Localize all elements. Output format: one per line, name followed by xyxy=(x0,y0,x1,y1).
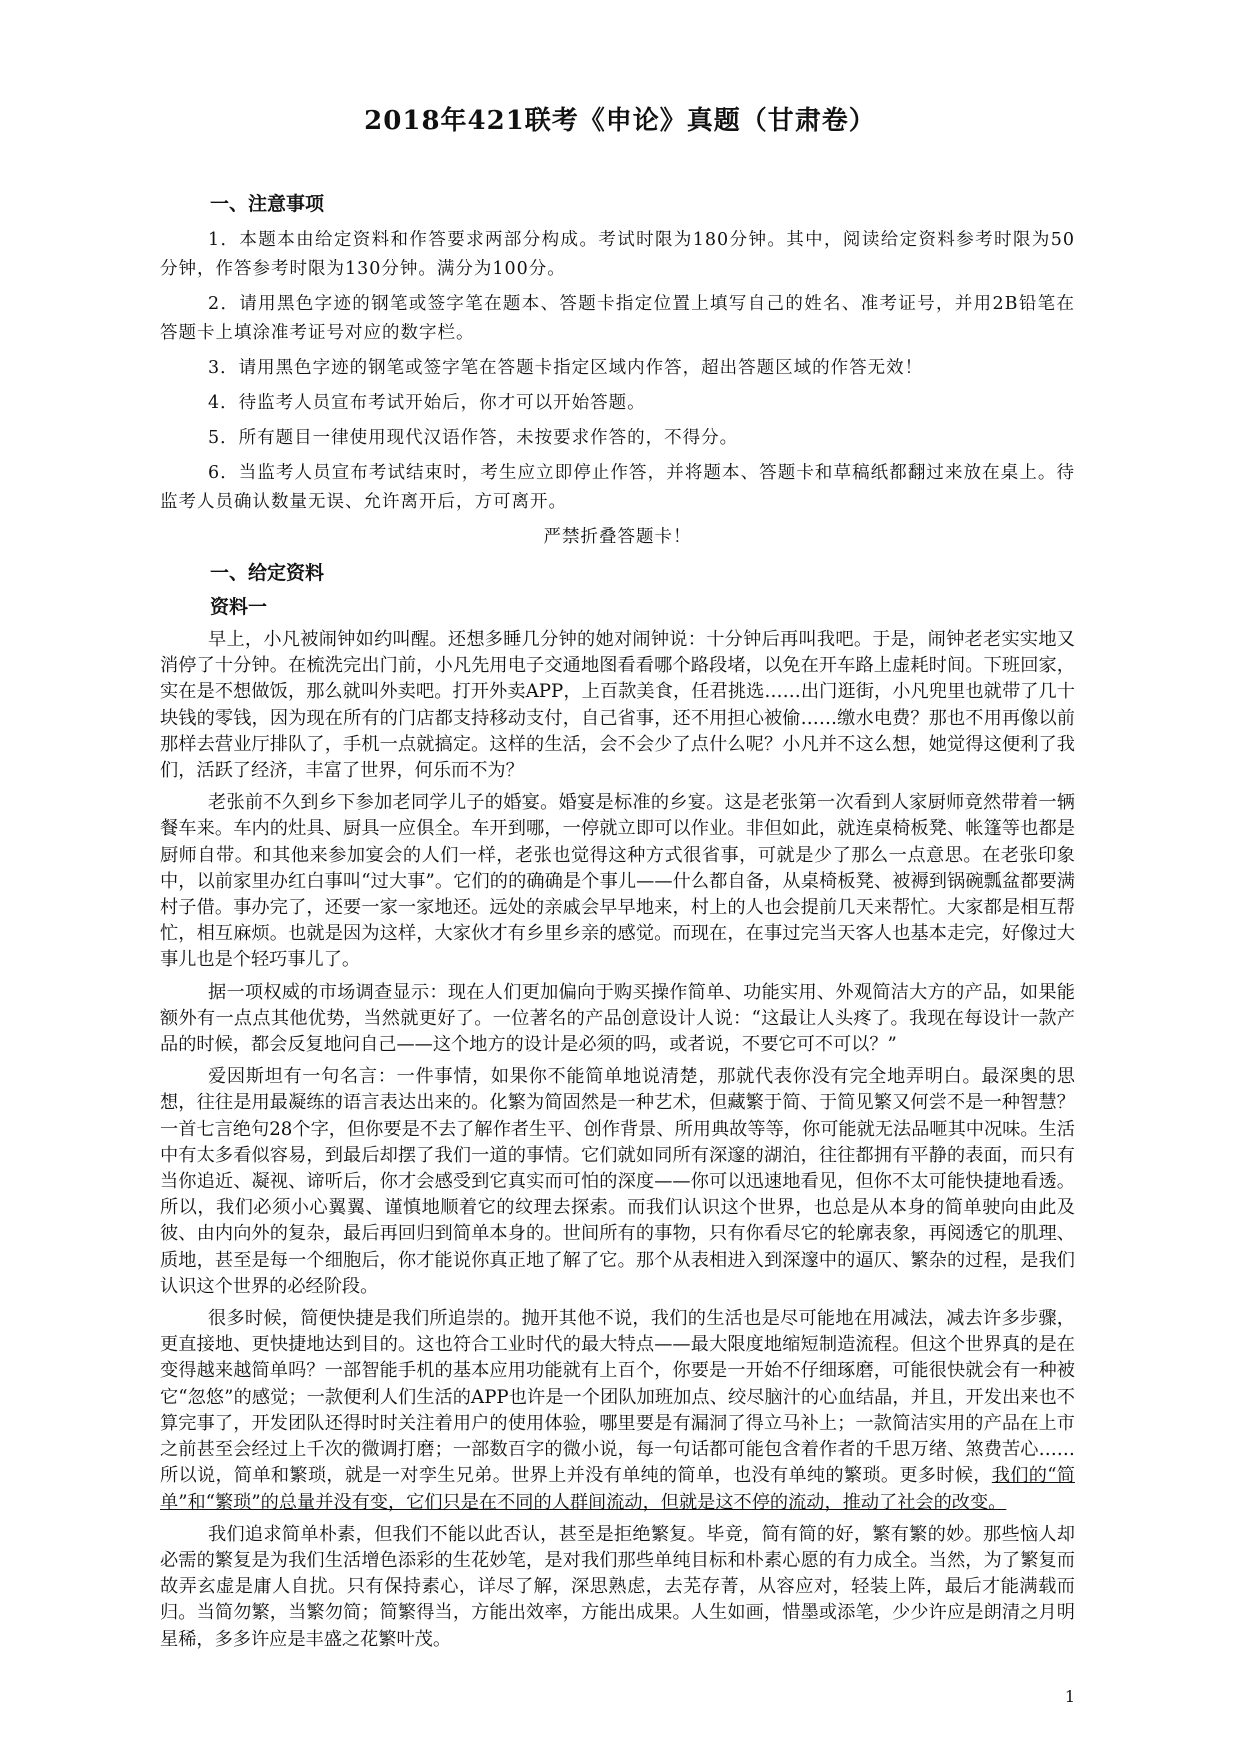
notice-item: 3．请用黑色字迹的钢笔或签字笔在答题卡指定区域内作答，超出答题区域的作答无效！ xyxy=(208,358,924,378)
notice-item: 6．当监考人员宣布考试结束时，考生应立即停止作答，并将题本、答题卡和草稿纸都翻过来放在桌上。待监考人员确认数量无误、允许离开后，方可离开。 xyxy=(160,463,1075,512)
paragraph: 老张前不久到乡下参加老同学儿子的婚宴。婚宴是标准的乡宴。这是老张第一次看到人家厨师竟然带着一辆餐车来。车内的灶具、厨具一应俱全。车开到哪，一停就立即可以作业。非但如此，就连桌椅板凳、帐篷等也都是厨师自带。和其他来参加宴会的人们一样，老张也觉得这种方式很省事，可就是少了那么一点意思。在老张印象中，以前家里办红白事叫“过大事”。它们的的确确是个事儿——什么都自备，从桌椅板凳、被褥到锅碗瓢盆都要满村子借。事办完了，还要一家一家地还。远处的亲戚会早早地来，村上的人也会提前几天来帮忙。大家都是相互帮忙，相互麻烦。也就是因为这样，大家伙才有乡里乡亲的感觉。而现在，在事过完当天客人也基本走完，好像过大事儿也是个轻巧事儿了。 xyxy=(160,792,1075,971)
notice-item: 5．所有题目一律使用现代汉语作答，未按要求作答的，不得分。 xyxy=(208,428,739,448)
paragraph: 爱因斯坦有一句名言：一件事情，如果你不能简单地说清楚，那就代表你没有完全地弄明白。最深奥的思想，往往是用最凝练的语言表达出来的。化繁为简固然是一种艺术，但藏繁于简、于简见繁又何尝不是一种智慧？一首七言绝句28个字，但你要是不去了解作者生平、创作背景、所用典故等等，你可能就无法品咂其中况味。生活中有太多看似容易，到最后却摆了我们一道的事情。它们就如同所有深邃的湖泊，往往都拥有平静的表面，而只有当你追近、凝视、谛听后，你才会感受到它真实而可怕的深度——你可以迅速地看见，但你不太可能快捷地看透。所以，我们必须小心翼翼、谨慎地顺着它的纹理去探索。而我们认识这个世界，也总是从本身的简单驶向由此及彼、由内向外的复杂，最后再回归到简单本身的。世间所有的事物，只有你看尽它的轮廓表象，再阅透它的肌理、质地，甚至是每一个细胞后，你才能说你真正地了解了它。那个从表相进入到深邃中的逼仄、繁杂的过程，是我们认识这个世界的必经阶段。 xyxy=(160,1066,1075,1297)
underlined-sentence: 我们的“简单”和“繁琐”的总量并没有变，它们只是在不同的人群间流动，但就是这不停的流动，推动了社会的改变。 xyxy=(160,1465,1075,1513)
material-body xyxy=(160,627,1075,1653)
paragraph xyxy=(160,1306,1075,1516)
notice-list xyxy=(160,226,1075,517)
section-heading-materials: 一、给定资料 xyxy=(210,562,325,584)
warning-note: 严禁折叠答题卡！ xyxy=(543,527,692,547)
notice-item: 4．待监考人员宣布考试开始后，你才可以开始答题。 xyxy=(208,393,646,413)
notice-item: 2．请用黑色字迹的钢笔或签字笔在题本、答题卡指定位置上填写自己的姓名、准考证号，并用2B铅笔在答题卡上填涂准考证号对应的数字栏。 xyxy=(160,294,1075,343)
section-heading-notice: 一、注意事项 xyxy=(210,193,325,215)
page-number: 1 xyxy=(1064,1687,1075,1706)
notice-item: 1．本题本由给定资料和作答要求两部分构成。考试时限为180分钟。其中，阅读给定资料参考时限为50分钟，作答参考时限为130分钟。满分为100分。 xyxy=(160,230,1075,279)
material-subheading: 资料一 xyxy=(210,596,268,618)
paragraph: 我们追求简单朴素，但我们不能以此否认，甚至是拒绝繁复。毕竟，简有简的好，繁有繁的妙。那些恼人却必需的繁复是为我们生活增色添彩的生花妙笔，是对我们那些单纯目标和朴素心愿的有力成全。当然，为了繁复而故弄玄虚是庸人自扰。只有保持素心，详尽了解，深思熟虑，去芜存菁，从容应对，轻装上阵，最后才能满载而归。当简勿繁，当繁勿简；简繁得当，方能出效率，方能出成果。人生如画，惜墨或添笔，少少许应是朗清之月明星稀，多多许应是丰盛之花繁叶茂。 xyxy=(160,1523,1075,1650)
document-content xyxy=(160,190,1075,1659)
paragraph-text: 很多时候，简便快捷是我们所追崇的。抛开其他不说，我们的生活也是尽可能地在用减法，减去许多步骤，更直接地、更快捷地达到目的。这也符合工业时代的最大特点——最大限度地缩短制造流程。但这个世界真的是在变得越来越简单吗？一部智能手机的基本应用功能就有上百个，你要是一开始不仔细琢磨，可能很快就会有一种被它“忽悠”的感觉；一款便利人们生活的APP也许是一个团队加班加点、绞尽脑汁的心血结晶，并且，开发出来也不算完事了，开发团队还得时时关注着用户的使用体验，哪里要是有漏洞了得立马补上；一款简洁实用的产品在上市之前甚至会经过上千次的微调打磨；一部数百字的微小说，每一句话都可能包含着作者的千思万绪、煞费苦心……所以说，简单和繁琐，就是一对孪生兄弟。世界上并没有单纯的简单，也没有单纯的繁琐。更多时候， xyxy=(160,1308,1075,1487)
page-title: 2018年421联考《申论》真题（甘肃卷） xyxy=(364,106,876,136)
paragraph: 早上，小凡被闹钟如约叫醒。还想多睡几分钟的她对闹钟说：十分钟后再叫我吧。于是，闹钟老老实实地又消停了十分钟。在梳洗完出门前，小凡先用电子交通地图看看哪个路段堵，以免在开车路上虚耗时间。下班回家，实在是不想做饭，那么就叫外卖吧。打开外卖APP，上百款美食，任君挑选……出门逛街，小凡兜里也就带了几十块钱的零钱，因为现在所有的门店都支持移动支付，自己省事，还不用担心被偷……缴水电费？那也不用再像以前那样去营业厅排队了，手机一点就搞定。这样的生活，会不会少了点什么呢？小凡并不这么想，她觉得这便利了我们，活跃了经济，丰富了世界，何乐而不为？ xyxy=(160,629,1075,782)
paragraph: 据一项权威的市场调查显示：现在人们更加偏向于购买操作简单、功能实用、外观简洁大方的产品，如果能额外有一点点其他优势，当然就更好了。一位著名的产品创意设计人说：“这最让人头疼了。我现在每设计一款产品的时候，都会反复地问自己——这个地方的设计是必须的吗，或者说，不要它可不可以？” xyxy=(160,981,1075,1056)
